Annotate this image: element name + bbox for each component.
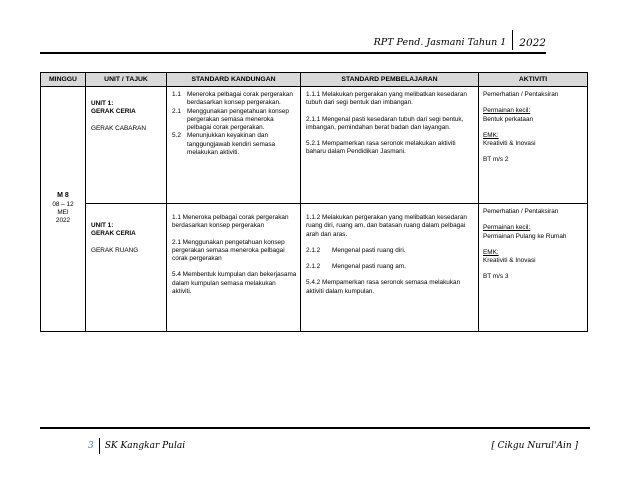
aktiviti-game-label: Permainan kecil: [483,224,531,232]
standard-kandungan-cell [167,204,301,332]
sk-item: 5.4 Membentuk kumpulan dan bekerjasama dalam kumpulan semasa melakukan aktiviti. [172,271,297,296]
aktiviti-game: Bentuk perkataan [483,115,534,123]
sk-item: 1.1 Meneroka pelbagai corak pergerakan berdasarkan konsep pergerakan. [172,91,293,107]
teacher-name: [ Cikgu Nurul'Ain ] [491,441,578,451]
aktiviti-cell [479,204,588,332]
aktiviti-bt: BT m/s 3 [483,273,509,281]
aktiviti-game: Permainan Pulang ke Rumah [483,232,567,240]
sk-item: 2.1 Menggunakan pengetahuan konsep pergerakan semasa meneroka pelbagai corak pergerakan. [172,107,289,132]
aktiviti-bt: BT m/s 2 [483,156,509,164]
header-aktiviti: AKTIVITI [479,73,588,87]
sk-item: 1.1 Meneroka pelbagai corak pergerakan berdasarkan konsep pergerakan [172,214,289,230]
school-name: SK Kangkar Pulai [104,441,186,451]
table-row [41,87,588,204]
sp-item: 5.2.1 Mempamerkan rasa seronok melakukan aktiviti baharu dalam Pendidikan Jasmani. [306,140,456,156]
sk-item: 2.1 Menggunakan pengetahuan konsep pergerakan semasa meneroka pelbagai corak pergerakan [172,238,285,263]
sp-sub-item: 2.1.2 Mengenal pasti ruang am. [306,263,406,271]
aktiviti-cell [479,87,588,204]
sp-item: 1.1.2 Melakukan pergerakan yang melibatkan kesedaran ruang diri, ruang am, dan batasan ruang dalam pelbagai arah dan aras. [306,214,467,238]
unit-label: UNIT 1: [91,100,114,107]
unit-topic: GERAK CABARAN [91,124,147,132]
standard-kandungan-cell [167,87,301,204]
aktiviti-assessment: Pemerhatian / Pentaksiran [483,208,559,215]
sp-item: 5.4.2 Mempamerkan rasa seronok semasa melakukan aktiviti dalam kumpulan. [306,279,461,295]
header-rule [40,52,546,54]
header-unit-tajuk: UNIT / TAJUK [86,73,167,87]
document-year: 2022 [519,37,546,49]
week-month: MEI [57,209,69,216]
header-standard-pembelajaran: STANDARD PEMBELAJARAN [301,73,479,87]
page-number: 3 [88,441,94,451]
aktiviti-assessment: Pemerhatian / Pentaksiran [483,91,559,98]
aktiviti-emk-label: EMK: [483,131,499,139]
unit-cell [86,204,167,332]
document-title: RPT Pend. Jasmani Tahun 1 [373,37,507,48]
unit-topic: GERAK RUANG [91,246,139,254]
aktiviti-emk-label: EMK: [483,248,499,256]
table-row [41,204,588,332]
sp-sub-item: 2.1.2 Mengenal pasti ruang diri. [306,246,406,254]
aktiviti-emk: Kreativiti & Inovasi [483,257,536,265]
footer-rule [40,427,590,429]
unit-name: GERAK CERIA [91,230,136,238]
footer-divider [99,438,100,454]
page-footer [88,437,578,455]
sp-item: 1.1.1 Melakukan pergerakan yang melibatkan kesedaran tubuh dari segi bentuk dan imbangan. [306,91,467,107]
week-cell [41,87,86,332]
week-dates: 08 – 12 [52,200,74,208]
week-year: 2022 [55,217,71,225]
unit-label: UNIT 1: [91,222,114,229]
header-minggu: MINGGU [41,73,86,87]
table-header-row [41,73,588,87]
unit-name: GERAK CERIA [91,108,136,116]
standard-pembelajaran-cell [301,87,479,204]
standard-pembelajaran-cell [301,204,479,332]
aktiviti-game-label: Permainan kecil: [483,107,531,115]
lesson-plan-table [40,72,588,332]
sk-item: 5.2 Menunjukkan keyakinan dan tanggungjawab kendiri semasa melakukan aktiviti. [172,132,276,157]
unit-cell [86,87,167,204]
week-number: M 8 [57,192,69,200]
page-header [374,30,546,50]
aktiviti-emk: Kreativiti & Inovasi [483,140,536,148]
header-standard-kandungan: STANDARD KANDUNGAN [167,73,301,87]
sp-item: 2.1.1 Mengenal pasti kesedaran tubuh dari segi bentuk, imbangan, pemindahan berat badan dan layangan. [306,115,464,131]
